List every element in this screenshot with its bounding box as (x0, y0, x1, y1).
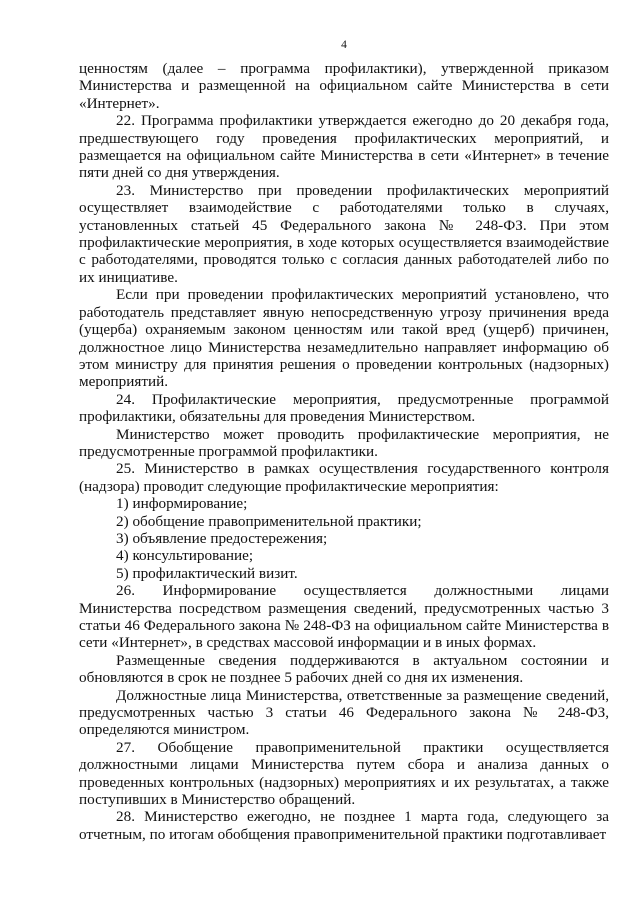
list-item-informing: 1) информирование; (116, 495, 248, 513)
paragraph-24-additional: Министерство может проводить профилактические мероприятия, не предусмотренные программой профилактики. (79, 425, 609, 460)
list-item-generalization: 2) обобщение правоприменительной практики; (116, 512, 422, 530)
paragraph-28: 28. Министерство ежегодно, не позднее 1 марта года, следующего за отчетным, по итогам обобщения правоприменительной практики подготавливает (79, 808, 609, 843)
document-body (79, 60, 609, 843)
paragraph-26-actual: Размещенные сведения поддерживаются в актуальном состоянии и обновляются в срок не позднее 5 рабочих дней со дня их изменения. (79, 651, 609, 687)
paragraph-22: 22. Программа профилактики утверждается ежегодно до 20 декабря года, предшествующего году проведения профилактических мероприятий, и размещается на официальном сайте Министерства в сети «Интернет» в течение пяти дней со дня утверждения. (79, 112, 609, 182)
paragraph-27: 27. Обобщение правоприменительной практики осуществляется должностными лицами Министерства путем сбора и анализа данных о проведенных контрольных (надзорных) мероприятиях и их результатах, а также поступивших в Министерство обращений. (79, 738, 609, 809)
paragraph-24: 24. Профилактические мероприятия, предусмотренные программой профилактики, обязательны для проведения Министерством. (79, 390, 609, 426)
list-item-visit: 5) профилактический визит. (116, 564, 298, 582)
paragraph-23-threat: Если при проведении профилактических мероприятий установлено, что работодатель представляет явную непосредственную угрозу причинения вреда (ущерба) охраняемым законом ценностям или такой вред (ущерб) причинен, должностное лицо Министерства незамедлительно направляет информацию об этом министру для принятия решения о проведении контрольных (надзорных) мероприятий. (79, 286, 609, 391)
paragraph-26: 26. Информирование осуществляется должностными лицами Министерства посредством размещения сведений, предусмотренных частью 3 статьи 46 Федерального закона № 248-ФЗ на официальном сайте Министерства в сети «Интернет», в средствах массовой информации и в иных формах. (79, 582, 609, 652)
paragraph-continuation: ценностям (далее – программа профилактики), утвержденной приказом Министерства и размещенной на официальном сайте Министерства в сети «Интернет». (79, 60, 609, 112)
list-item-consulting: 4) консультирование; (116, 547, 254, 565)
page-number: 4 (341, 39, 347, 51)
list-item-warning: 3) объявление предостережения; (116, 529, 328, 547)
paragraph-26-responsible: Должностные лица Министерства, ответственные за размещение сведений, предусмотренных частью 3 статьи 46 Федерального закона № 248-ФЗ, определяются министром. (79, 686, 609, 739)
paragraph-23: 23. Министерство при проведении профилактических мероприятий осуществляет взаимодействие с работодателями только в случаях, установленных статьей 45 Федерального закона № 248-ФЗ. При этом профилактические мероприятия, в ходе которых осуществляется взаимодействие с работодателями, проводятся только с согласия данных работодателей либо по их инициативе. (79, 181, 609, 286)
paragraph-25: 25. Министерство в рамках осуществления государственного контроля (надзора) проводит следующие профилактические мероприятия: (79, 460, 609, 495)
